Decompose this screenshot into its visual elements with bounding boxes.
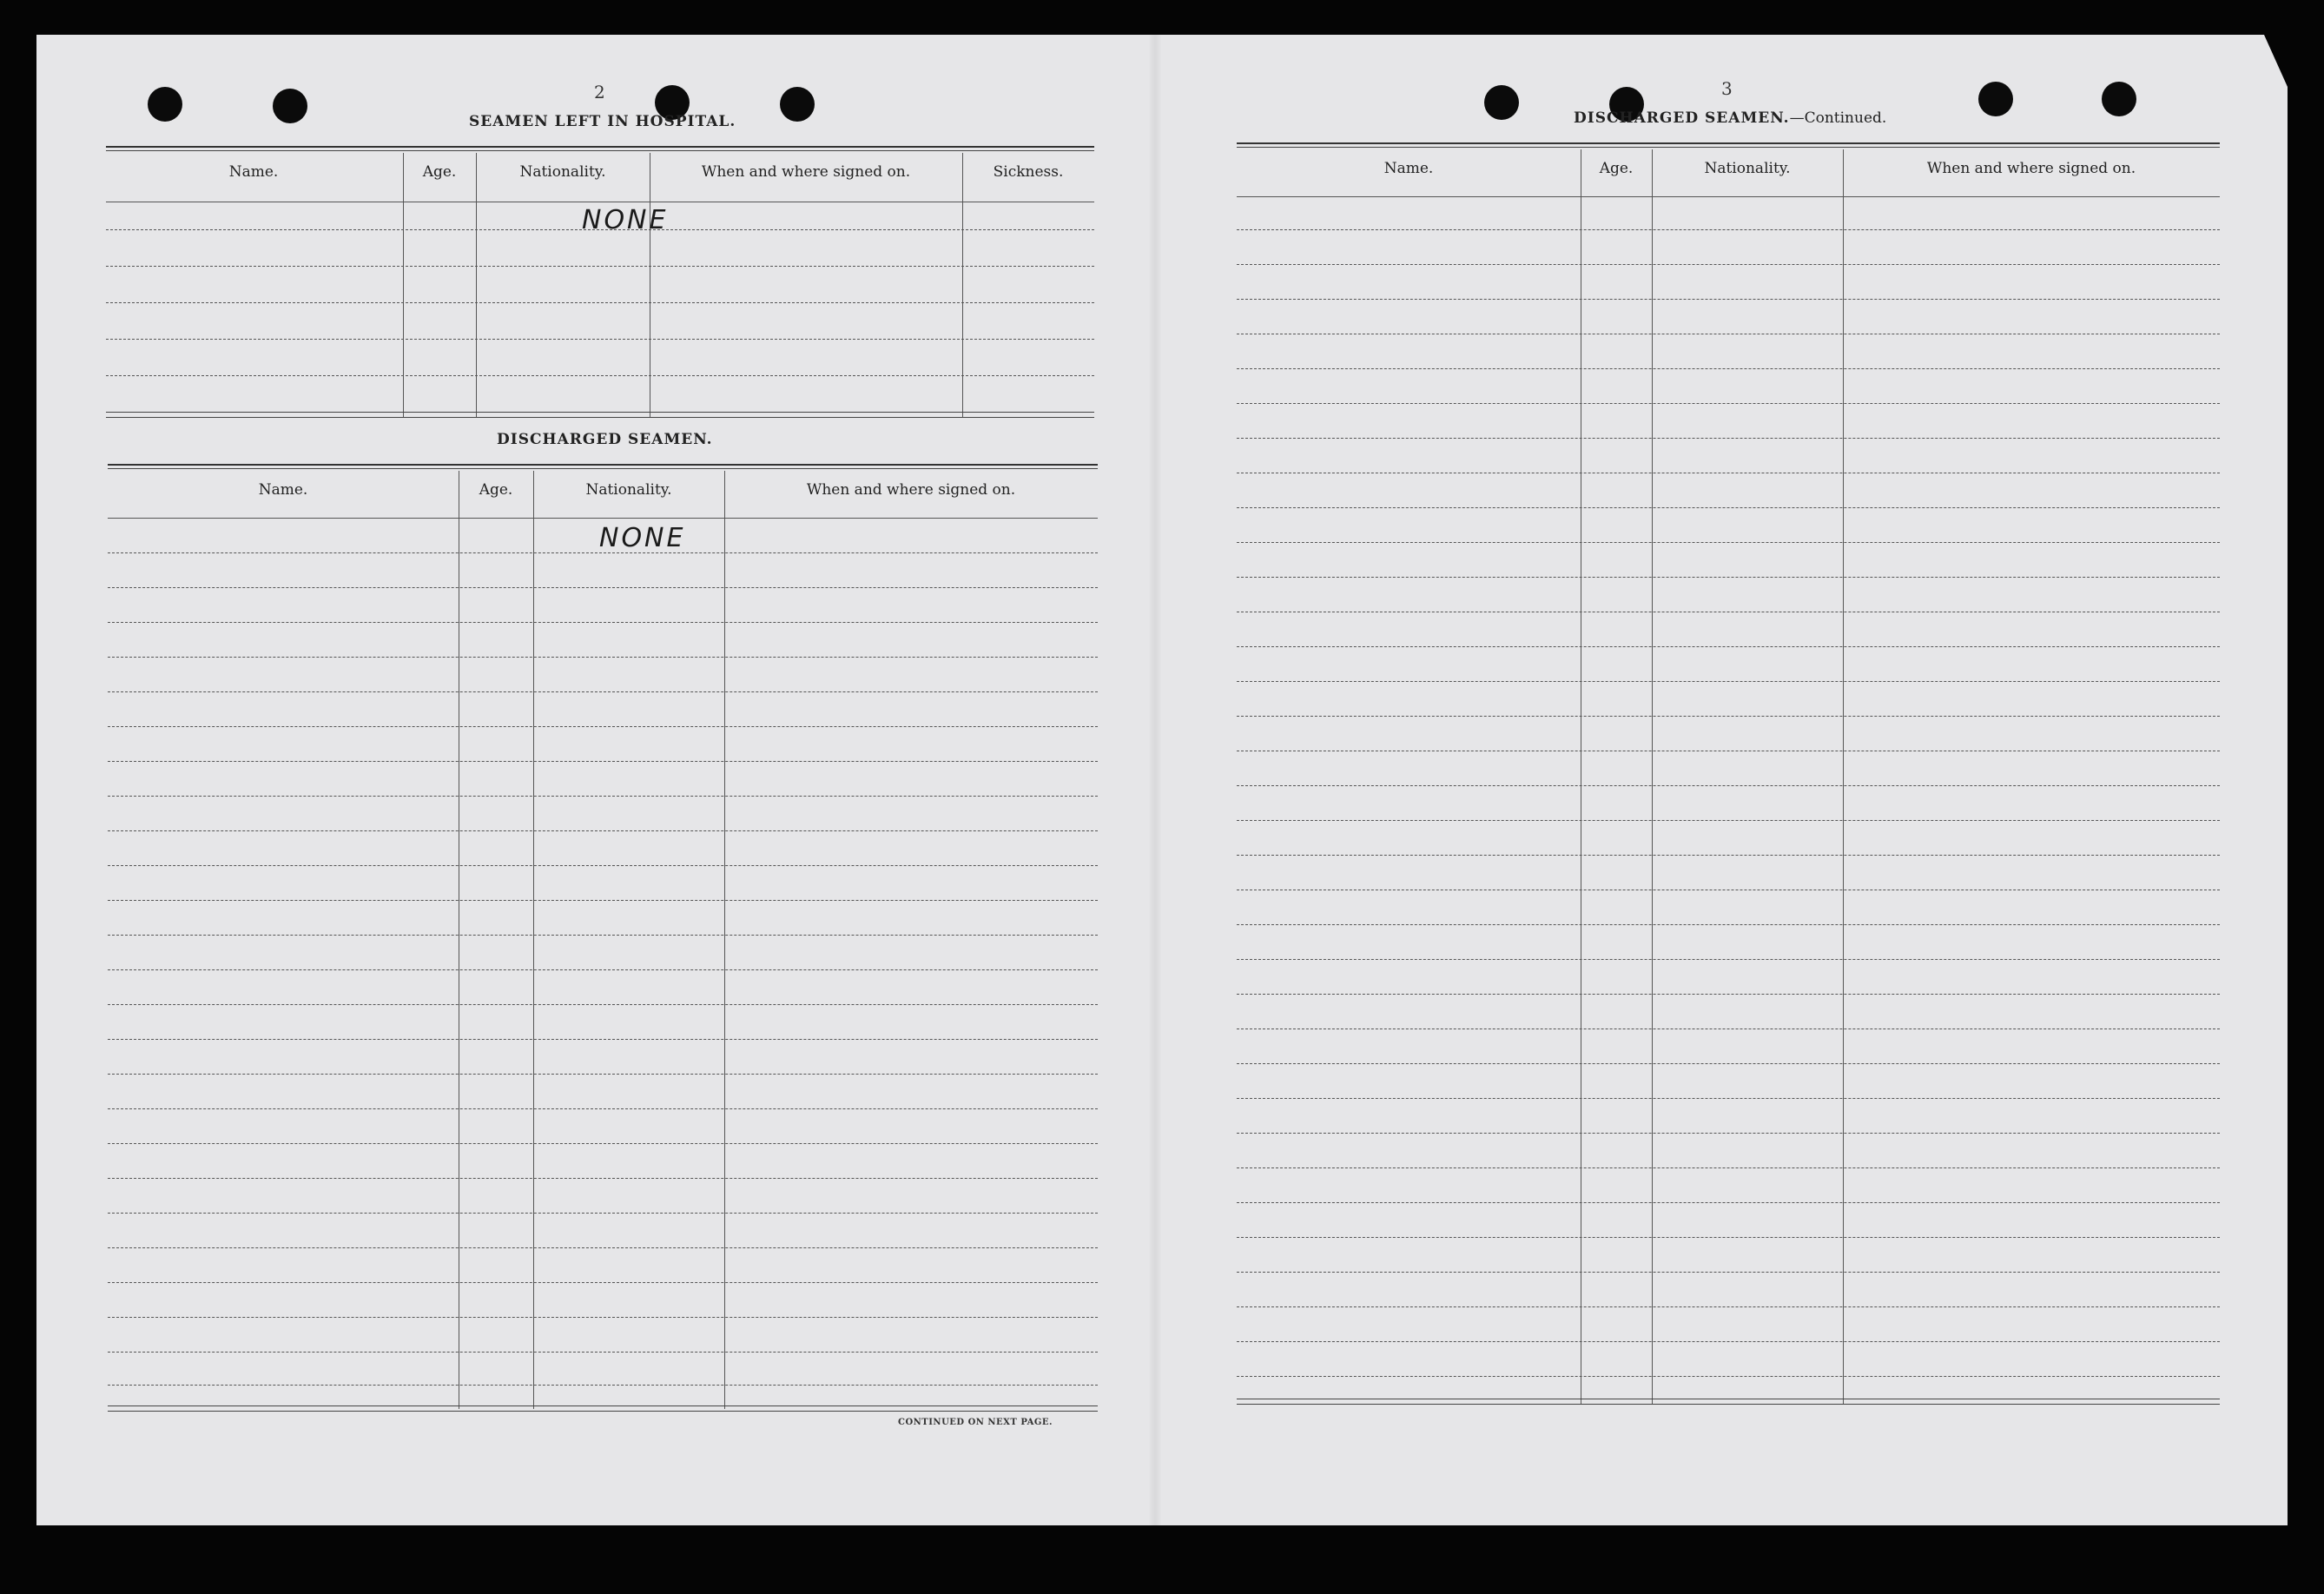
punch-hole: [1484, 85, 1519, 120]
handwritten-none-hospital: NONE: [582, 205, 669, 235]
column-divider: [724, 471, 725, 1409]
double-rule: [1237, 142, 2220, 144]
column-header-age: Age.: [479, 481, 513, 499]
entry-line: [1237, 716, 2220, 717]
discharged-continued-title: [1574, 109, 1886, 127]
entry-line: [1237, 507, 2220, 508]
entry-line: [1237, 542, 2220, 543]
bottom-rule: [106, 417, 1094, 418]
title-main: DISCHARGED SEAMEN.: [1574, 109, 1790, 127]
discharged-section-title: DISCHARGED SEAMEN.: [497, 431, 713, 448]
column-header-sickness: Sickness.: [993, 163, 1064, 181]
entry-line: [1237, 855, 2220, 856]
handwritten-none-discharged: NONE: [599, 523, 686, 553]
entry-line: [1237, 924, 2220, 925]
entry-line: [108, 1317, 1098, 1318]
entry-line: [1237, 299, 2220, 300]
column-header-signed-on: When and where signed on.: [701, 163, 911, 181]
bottom-rule: [106, 412, 1094, 413]
entry-line: [108, 935, 1098, 936]
column-divider: [1652, 149, 1653, 1404]
header-rule: [108, 518, 1098, 519]
bottom-rule: [1237, 1404, 2220, 1405]
bottom-rule: [108, 1405, 1098, 1406]
hospital-section-title: SEAMEN LEFT IN HOSPITAL.: [469, 113, 736, 130]
entry-line: [1237, 368, 2220, 369]
entry-line: [1237, 1376, 2220, 1377]
entry-line: [1237, 1098, 2220, 1099]
entry-line: [108, 1074, 1098, 1075]
entry-line: [1237, 959, 2220, 960]
entry-line: [106, 266, 1094, 267]
column-header-age: Age.: [1599, 160, 1634, 177]
column-header-signed-on: When and where signed on.: [1926, 160, 2136, 177]
entry-line: [1237, 1063, 2220, 1064]
discharged-table: [108, 464, 1098, 1412]
entry-line: [1237, 1272, 2220, 1273]
double-rule: [108, 468, 1098, 469]
entry-line: [1237, 438, 2220, 439]
right-page-number: 3: [1721, 78, 1733, 99]
entry-line: [1237, 1237, 2220, 1238]
entry-line: [1237, 646, 2220, 647]
entry-line: [108, 969, 1098, 970]
entry-line: [1237, 1133, 2220, 1134]
column-header-name: Name.: [228, 163, 279, 181]
column-header-name: Name.: [258, 481, 308, 499]
entry-line: [108, 1385, 1098, 1386]
entry-line: [106, 302, 1094, 303]
entry-line: [1237, 1167, 2220, 1168]
entry-line: [1237, 229, 2220, 230]
entry-line: [108, 865, 1098, 866]
entry-line: [106, 375, 1094, 376]
entry-line: [1237, 785, 2220, 786]
entry-line: [106, 339, 1094, 340]
entry-line: [108, 900, 1098, 901]
entry-line: [108, 587, 1098, 588]
punch-hole: [273, 89, 307, 123]
column-divider: [962, 153, 963, 417]
bottom-rule: [108, 1411, 1098, 1412]
entry-line: [108, 1178, 1098, 1179]
column-divider: [533, 471, 534, 1409]
entry-line: [108, 657, 1098, 658]
entry-line: [108, 1143, 1098, 1144]
entry-line: [108, 1004, 1098, 1005]
entry-line: [108, 1247, 1098, 1248]
punch-hole: [2102, 82, 2136, 116]
discharged-continued-table: [1237, 142, 2220, 1407]
column-divider: [1843, 149, 1844, 1404]
column-header-signed-on: When and where signed on.: [806, 481, 1016, 499]
entry-line: [108, 796, 1098, 797]
entry-line: [108, 622, 1098, 623]
entry-line: [1237, 1028, 2220, 1029]
left-page-number: 2: [594, 82, 605, 103]
entry-line: [1237, 1202, 2220, 1203]
entry-line: [108, 726, 1098, 727]
column-header-nationality: Nationality.: [519, 163, 606, 181]
entry-line: [108, 761, 1098, 762]
entry-line: [1237, 1306, 2220, 1307]
column-header-name: Name.: [1383, 160, 1434, 177]
header-rule: [1237, 196, 2220, 197]
column-header-age: Age.: [422, 163, 457, 181]
entry-line: [108, 830, 1098, 831]
entry-line: [1237, 994, 2220, 995]
double-rule: [106, 150, 1094, 151]
entry-line: [1237, 1341, 2220, 1342]
punch-hole: [148, 87, 182, 122]
entry-line: [1237, 681, 2220, 682]
hospital-table: [106, 146, 1094, 420]
entry-line: [108, 691, 1098, 692]
entry-line: [108, 1039, 1098, 1040]
continued-note: CONTINUED ON NEXT PAGE.: [898, 1418, 1053, 1427]
page-fold: [1148, 35, 1162, 1525]
entry-line: [1237, 264, 2220, 265]
column-header-nationality: Nationality.: [585, 481, 672, 499]
entry-line: [108, 1282, 1098, 1283]
punch-hole: [780, 87, 815, 122]
entry-line: [1237, 820, 2220, 821]
entry-line: [108, 1108, 1098, 1109]
entry-line: [108, 1213, 1098, 1214]
column-divider: [476, 153, 477, 417]
entry-line: [108, 1352, 1098, 1353]
column-header-nationality: Nationality.: [1704, 160, 1791, 177]
entry-line: [1237, 403, 2220, 404]
punch-hole: [1978, 82, 2013, 116]
double-rule: [106, 146, 1094, 148]
title-continued: —Continued.: [1789, 109, 1887, 127]
double-rule: [108, 464, 1098, 466]
entry-line: [1237, 577, 2220, 578]
double-rule: [1237, 147, 2220, 148]
column-divider: [403, 153, 404, 417]
